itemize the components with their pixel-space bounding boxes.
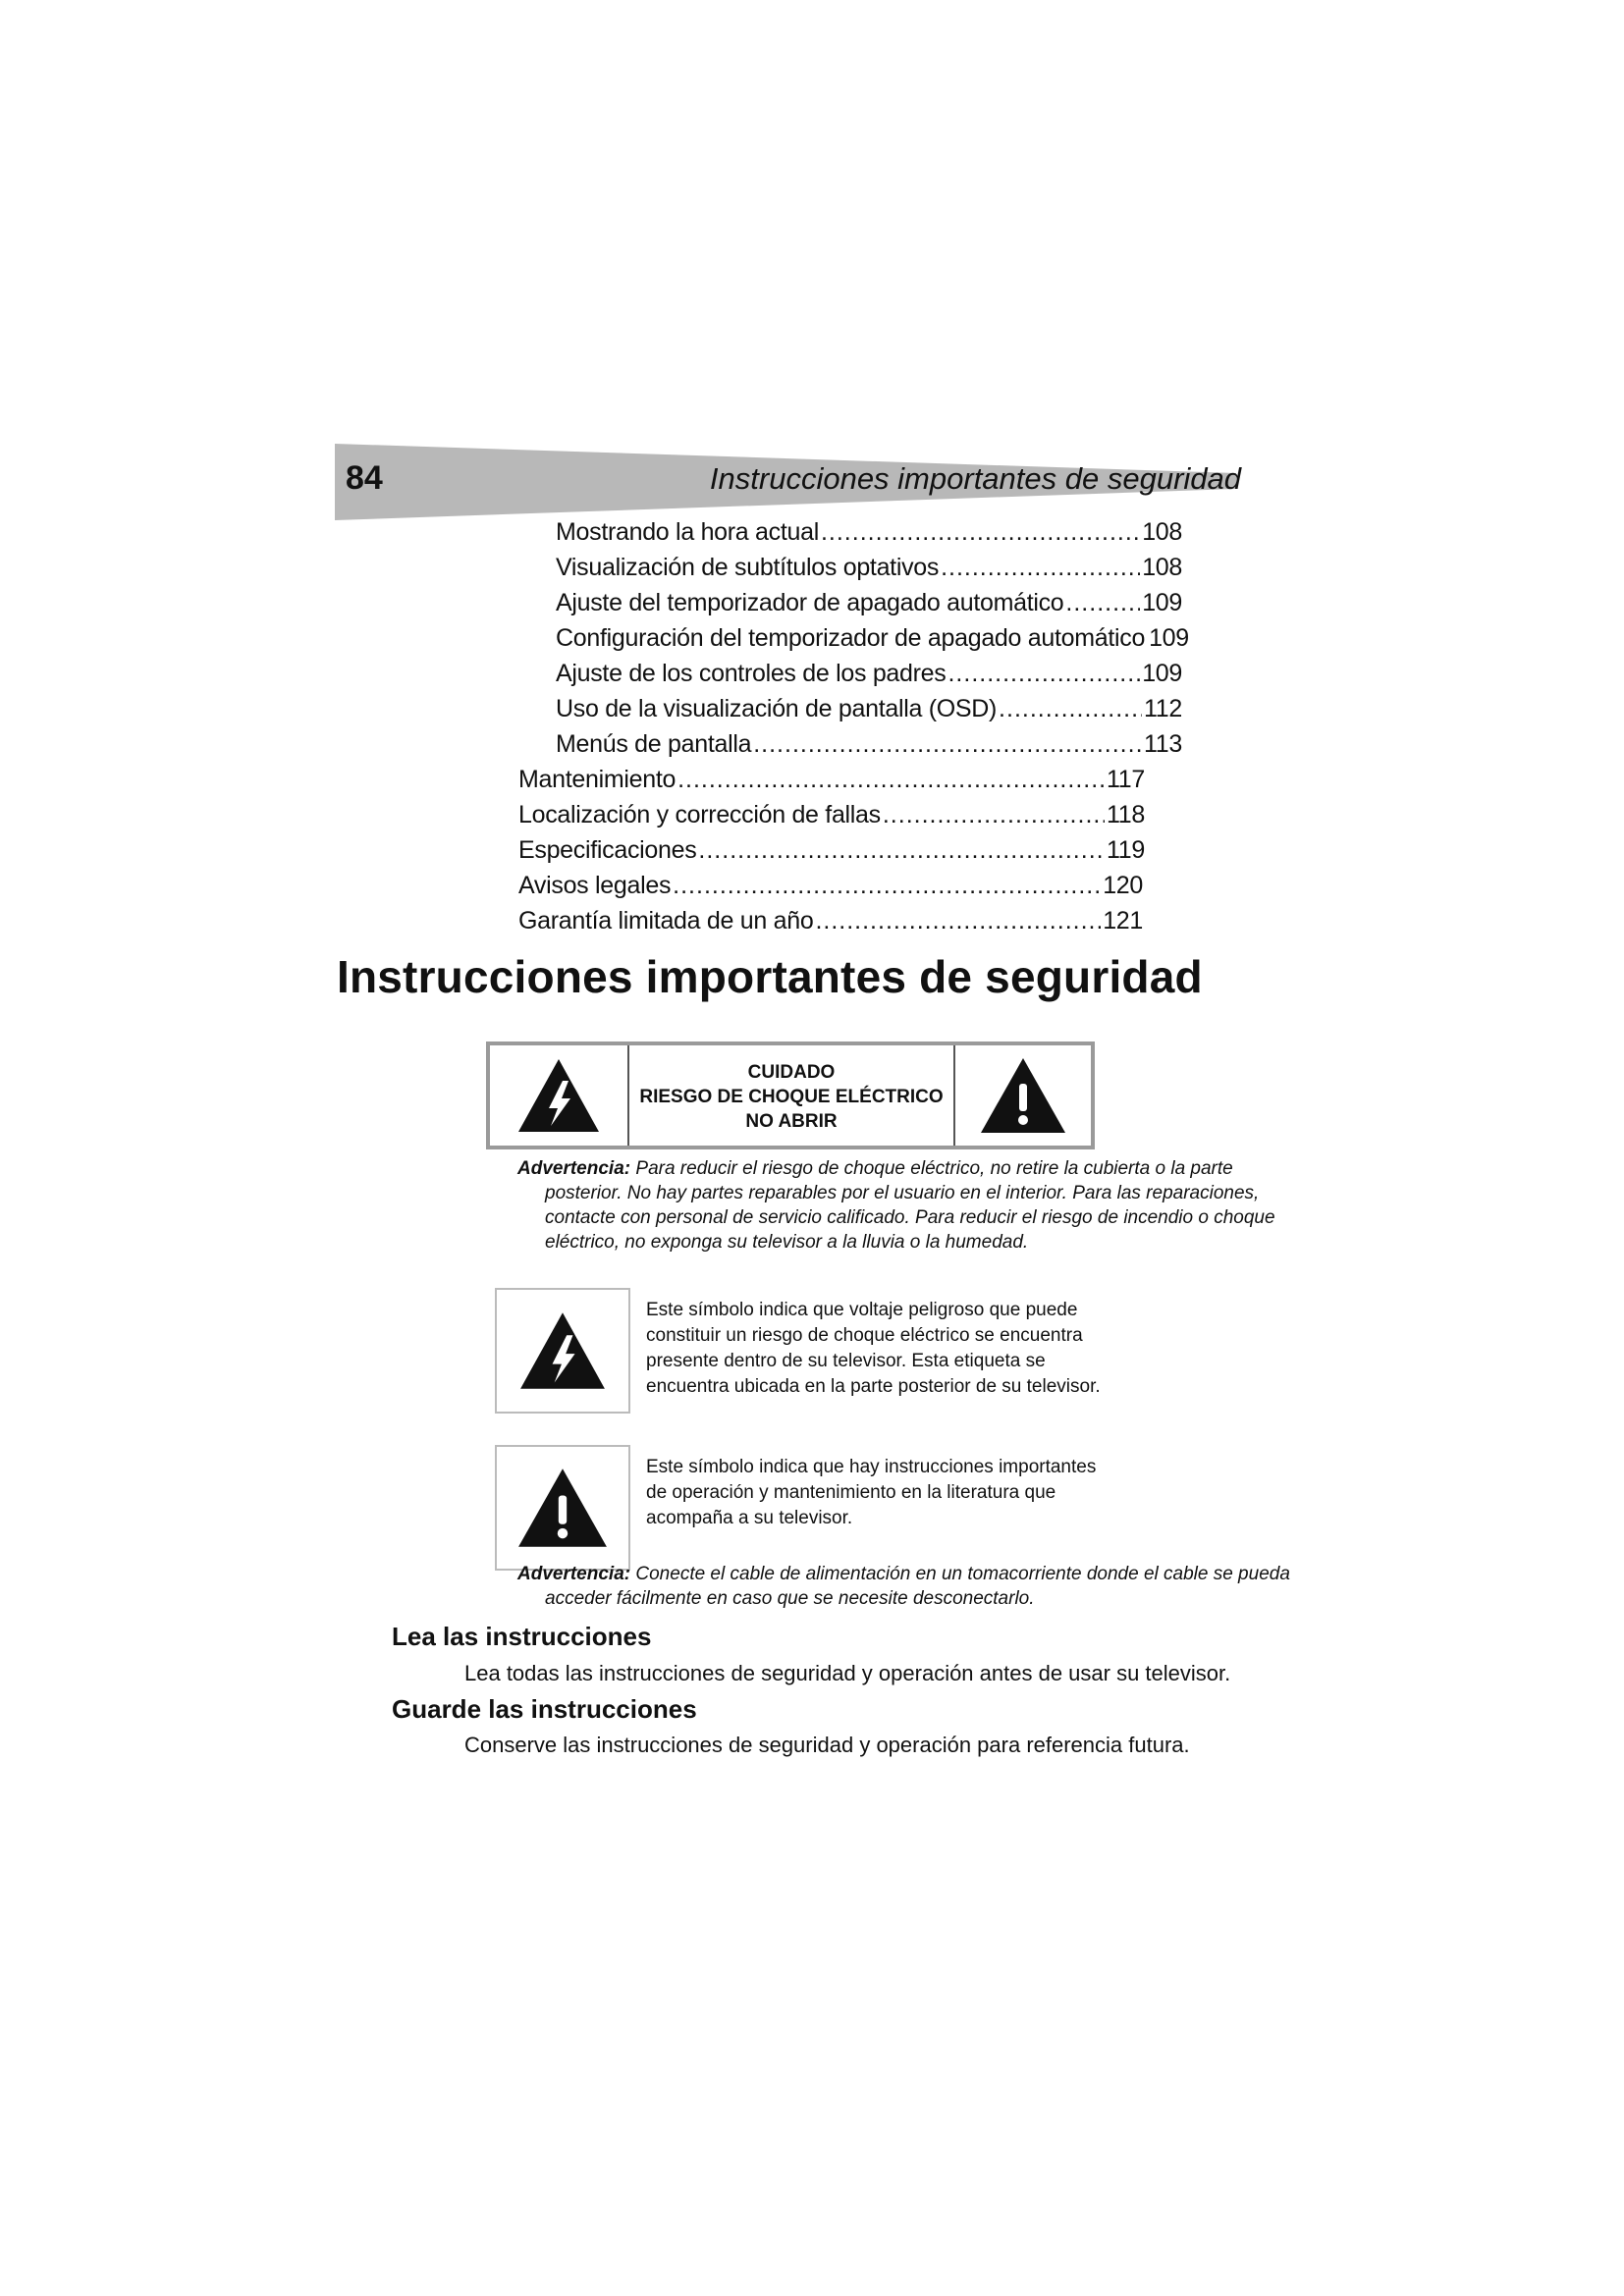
toc-entry-title: Ajuste del temporizador de apagado automático: [556, 589, 1064, 616]
toc-entry-title: Avisos legales: [518, 872, 672, 899]
warning-label: Advertencia:: [517, 1158, 631, 1179]
warning-line: contacte con personal de servicio calificado. Para reducir el riesgo de incendio o choque: [545, 1207, 1275, 1228]
toc-leader-dots: [753, 730, 1142, 759]
toc-entry-page: 108: [1142, 518, 1182, 546]
caution-exclamation-cell: [955, 1045, 1091, 1146]
warning-label: Advertencia:: [517, 1564, 631, 1584]
section-heading: Instrucciones importantes de seguridad: [337, 951, 1203, 1002]
toc-entry[interactable]: [556, 660, 1182, 695]
toc-entry-title: Mostrando la hora actual: [556, 518, 819, 546]
toc-entry-title: Especificaciones: [518, 836, 697, 864]
toc-entry-title: Menús de pantalla: [556, 730, 752, 758]
warning-line: Conecte el cable de alimentación en un tomacorriente donde el cable se pueda: [635, 1564, 1290, 1584]
toc-entry[interactable]: [518, 766, 1145, 801]
read-instructions-body: Lea todas las instrucciones de seguridad y operación antes de usar su televisor.: [464, 1661, 1231, 1685]
caution-text-cell: [629, 1045, 955, 1146]
toc-leader-dots: [698, 836, 1105, 865]
description-line: encuentra ubicada en la parte posterior de su televisor.: [646, 1376, 1101, 1397]
warning-paragraph-power-cord: [517, 1562, 1290, 1611]
warning-line: acceder fácilmente en caso que se necesite desconectarlo.: [545, 1588, 1035, 1609]
toc-entry-page: 112: [1144, 695, 1182, 722]
voltage-symbol-frame: [495, 1288, 630, 1414]
running-head: Instrucciones importantes de seguridad: [709, 461, 1241, 496]
exclamation-symbol-description: [646, 1455, 1157, 1531]
toc-entry-page: 119: [1107, 836, 1145, 864]
toc-entry[interactable]: [556, 624, 1189, 660]
exclamation-symbol-frame: [495, 1445, 630, 1571]
description-line: acompaña a su televisor.: [646, 1508, 853, 1528]
toc-leader-dots: [947, 660, 1140, 688]
toc-entry-page: 120: [1103, 872, 1143, 899]
toc-entry-page: 109: [1142, 660, 1182, 687]
symbol-explanation-instructions: [495, 1445, 1221, 1573]
caution-label-box: [486, 1041, 1095, 1149]
symbol-explanation-voltage: [495, 1288, 1221, 1415]
description-line: constituir un riesgo de choque eléctrico se encuentra: [646, 1325, 1083, 1346]
toc-entry-title: Uso de la visualización de pantalla (OSD): [556, 695, 998, 722]
caution-lightning-cell: [490, 1045, 629, 1146]
warning-line: eléctrico, no exponga su televisor a la lluvia o la humedad.: [545, 1232, 1029, 1253]
page-number: 84: [346, 459, 383, 497]
description-line: Este símbolo indica que voltaje peligroso que puede: [646, 1300, 1078, 1320]
toc-leader-dots: [1065, 589, 1140, 617]
toc-entry-title: Configuración del temporizador de apagado automático: [556, 624, 1146, 652]
caution-title: CUIDADO: [747, 1061, 836, 1083]
toc-entry[interactable]: [518, 801, 1145, 836]
toc-entry-page: 118: [1107, 801, 1145, 828]
toc-entry[interactable]: [518, 907, 1143, 942]
toc-entry-page: 121: [1103, 907, 1143, 934]
description-line: Este símbolo indica que hay instrucciones importantes: [646, 1457, 1097, 1477]
toc-entry-page: 109: [1149, 624, 1189, 652]
toc-entry[interactable]: [556, 518, 1182, 554]
keep-instructions-heading: Guarde las instrucciones: [392, 1694, 697, 1724]
toc-entry[interactable]: [518, 836, 1145, 872]
toc-entry-page: 109: [1142, 589, 1182, 616]
toc-leader-dots: [883, 801, 1105, 829]
toc-entry-page: 113: [1144, 730, 1182, 758]
exclamation-warning-icon: [516, 1467, 609, 1549]
lightning-warning-icon: [516, 1057, 601, 1134]
keep-instructions-body: Conserve las instrucciones de seguridad y operación para referencia futura.: [464, 1733, 1190, 1757]
toc-entry-page: 117: [1107, 766, 1145, 793]
toc-leader-dots: [673, 872, 1101, 900]
toc-leader-dots: [941, 554, 1140, 582]
lightning-warning-icon: [518, 1310, 607, 1391]
read-instructions-heading: Lea las instrucciones: [392, 1622, 652, 1651]
toc-entry-title: Localización y corrección de fallas: [518, 801, 881, 828]
toc-entry-title: Visualización de subtítulos optativos: [556, 554, 940, 581]
toc-entry[interactable]: [556, 730, 1182, 766]
description-line: presente dentro de su televisor. Esta etiqueta se: [646, 1351, 1046, 1371]
toc-leader-dots: [999, 695, 1142, 723]
voltage-symbol-description: [646, 1298, 1157, 1400]
toc-entry[interactable]: [518, 872, 1143, 907]
toc-entry[interactable]: [556, 554, 1182, 589]
warning-paragraph-electric-shock: [517, 1156, 1275, 1255]
toc-entry-title: Garantía limitada de un año: [518, 907, 814, 934]
toc-entry-page: 108: [1142, 554, 1182, 581]
toc-entry[interactable]: [556, 589, 1182, 624]
toc-entry[interactable]: [556, 695, 1182, 730]
warning-line: posterior. No hay partes reparables por el usuario en el interior. Para las reparaciones,: [545, 1183, 1260, 1203]
description-line: de operación y mantenimiento en la literatura que: [646, 1482, 1056, 1503]
warning-line: Para reducir el riesgo de choque eléctrico, no retire la cubierta o la parte: [635, 1158, 1233, 1179]
toc-entry-title: Mantenimiento: [518, 766, 677, 793]
toc-leader-dots: [815, 907, 1101, 935]
toc-leader-dots: [821, 518, 1140, 547]
exclamation-warning-icon: [979, 1056, 1067, 1135]
toc-leader-dots: [677, 766, 1105, 794]
caution-do-not-open: NO ABRIR: [745, 1110, 838, 1132]
caution-risk: RIESGO DE CHOQUE ELÉCTRICO: [639, 1086, 944, 1107]
toc-entry-title: Ajuste de los controles de los padres: [556, 660, 947, 687]
